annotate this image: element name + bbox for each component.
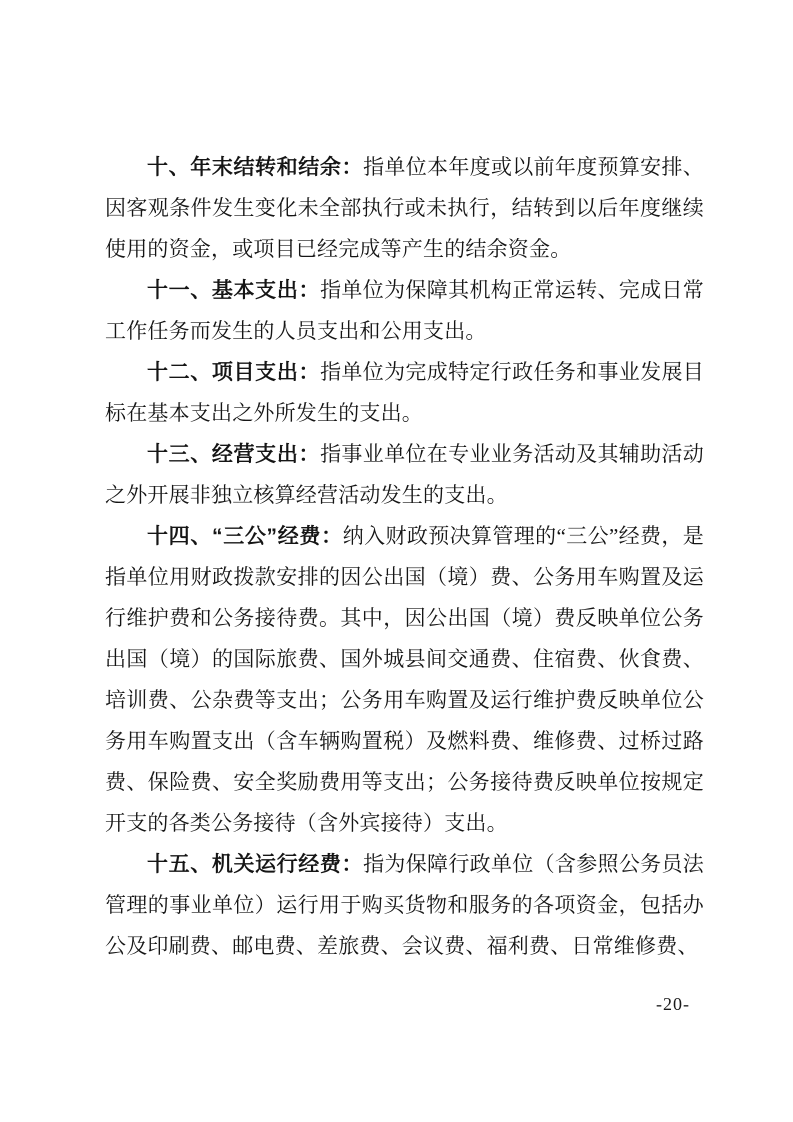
term-definition-13: 指事业单位在专业业务活动及其辅助活动之外开展非独立核算经营活动发生的支出。: [105, 442, 704, 507]
term-definition-12: 指单位为完成特定行政任务和事业发展目标在基本支出之外所发生的支出。: [105, 360, 704, 425]
page-number: -20-: [656, 994, 690, 1014]
definition-paragraph-14: [105, 516, 704, 844]
definition-paragraph-10: [105, 147, 704, 270]
term-label-14: 十四、“三公”经费：: [147, 525, 343, 548]
term-label-11: 十一、基本支出：: [147, 279, 321, 302]
term-label-10: 十、年末结转和结余：: [147, 156, 364, 179]
term-definition-11: 指单位为保障其机构正常运转、完成日常工作任务而发生的人员支出和公用支出。: [105, 278, 704, 343]
definition-paragraph-11: [105, 270, 704, 352]
definition-paragraph-13: [105, 434, 704, 516]
term-definition-10: 指单位本年度或以前年度预算安排、因客观条件发生变化未全部执行或未执行，结转到以后年度继续使用的资金，或项目已经完成等产生的结余资金。: [105, 155, 705, 261]
term-definition-15: 指为保障行政单位（含参照公务员法管理的事业单位）运行用于购买货物和服务的各项资金，包括办公及印刷费、邮电费、差旅费、会议费、福利费、日常维修费、: [105, 852, 705, 958]
term-label-15: 十五、机关运行经费：: [147, 853, 364, 876]
term-definition-14: 纳入财政预决算管理的“三公”经费，是指单位用财政拨款安排的因公出国（境）费、公务用车购置及运行维护费和公务接待费。其中，因公出国（境）费反映单位公务出国（境）的国际旅费、国外城县间交通费、住宿费、伙食费、培训费、公杂费等支出；公务用车购置及运行维护费反映单位公务用车购置支出（含车辆购置税）及燃料费、维修费、过桥过路费、保险费、安全奖励费用等支出；公务接待费反映单位按规定开支的各类公务接待（含外宾接待）支出。: [105, 524, 704, 835]
definition-paragraph-15: [105, 844, 704, 967]
document-body: [105, 147, 704, 967]
definition-paragraph-12: [105, 352, 704, 434]
term-label-12: 十二、项目支出：: [147, 361, 321, 384]
term-label-13: 十三、经营支出：: [147, 443, 321, 466]
